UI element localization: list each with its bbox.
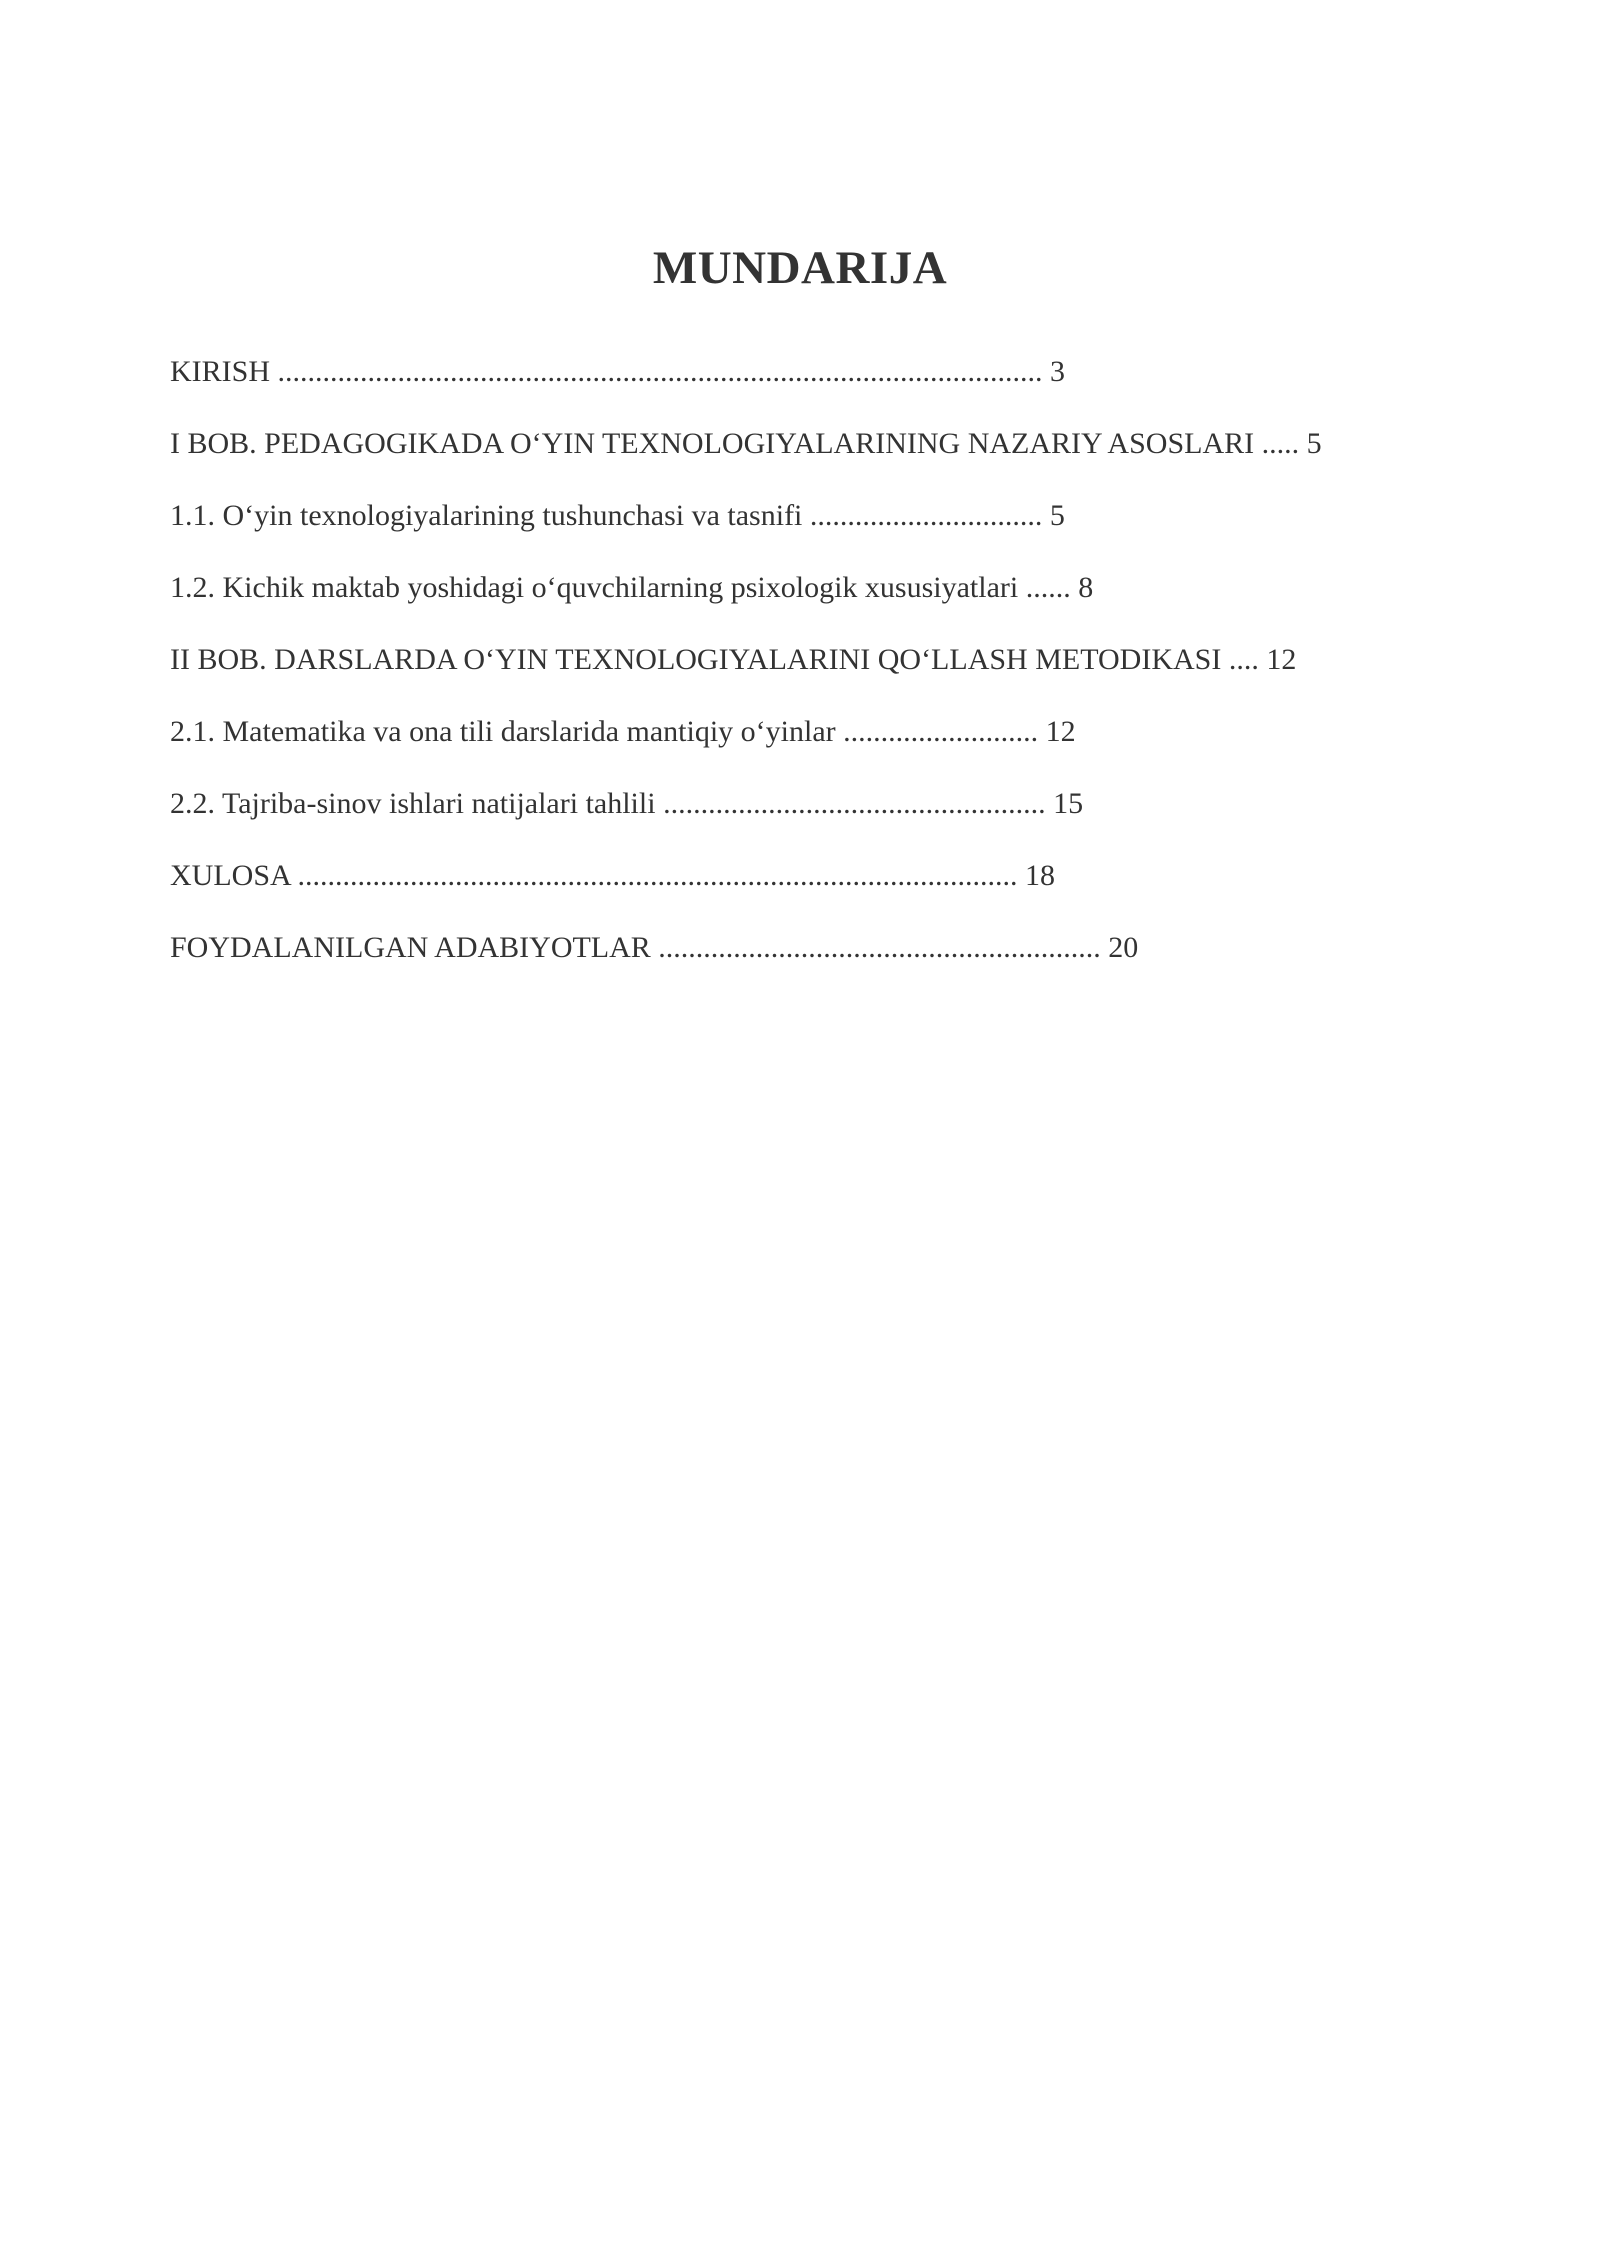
toc-entry-section-1-2: 1.2. Kichik maktab yoshidagi o‘quvchilarning psixologik xususiyatlari ...... 8 xyxy=(170,571,1094,604)
toc-entry-chapter-2: II BOB. DARSLARDA O‘YIN TEXNOLOGIYALARINI QO‘LLASH METODIKASI .... 12 xyxy=(170,643,1297,676)
table-of-contents xyxy=(170,352,1470,1000)
toc-entry-section-1-1: 1.1. O‘yin texnologiyalarining tushunchasi va tasnifi ............................... 5 xyxy=(170,499,1065,532)
toc-entry-adabiyotlar: FOYDALANILGAN ADABIYOTLAR ........................................................... 20 xyxy=(170,931,1139,964)
toc-entry-kirish: KIRISH ...................................................................................................... 3 xyxy=(170,355,1066,388)
toc-entry-section-2-2: 2.2. Tajriba-sinov ishlari natijalari tahlili ................................................... 15 xyxy=(170,787,1084,820)
toc-entry-section-2-1: 2.1. Matematika va ona tili darslarida mantiqiy o‘yinlar .......................... 12 xyxy=(170,715,1076,748)
toc-entry-xulosa: XULOSA ................................................................................................ 18 xyxy=(170,859,1056,892)
page-title: MUNDARIJA xyxy=(652,242,948,294)
toc-entry-chapter-1: I BOB. PEDAGOGIKADA O‘YIN TEXNOLOGIYALARINING NAZARIY ASOSLARI ..... 5 xyxy=(170,427,1322,460)
